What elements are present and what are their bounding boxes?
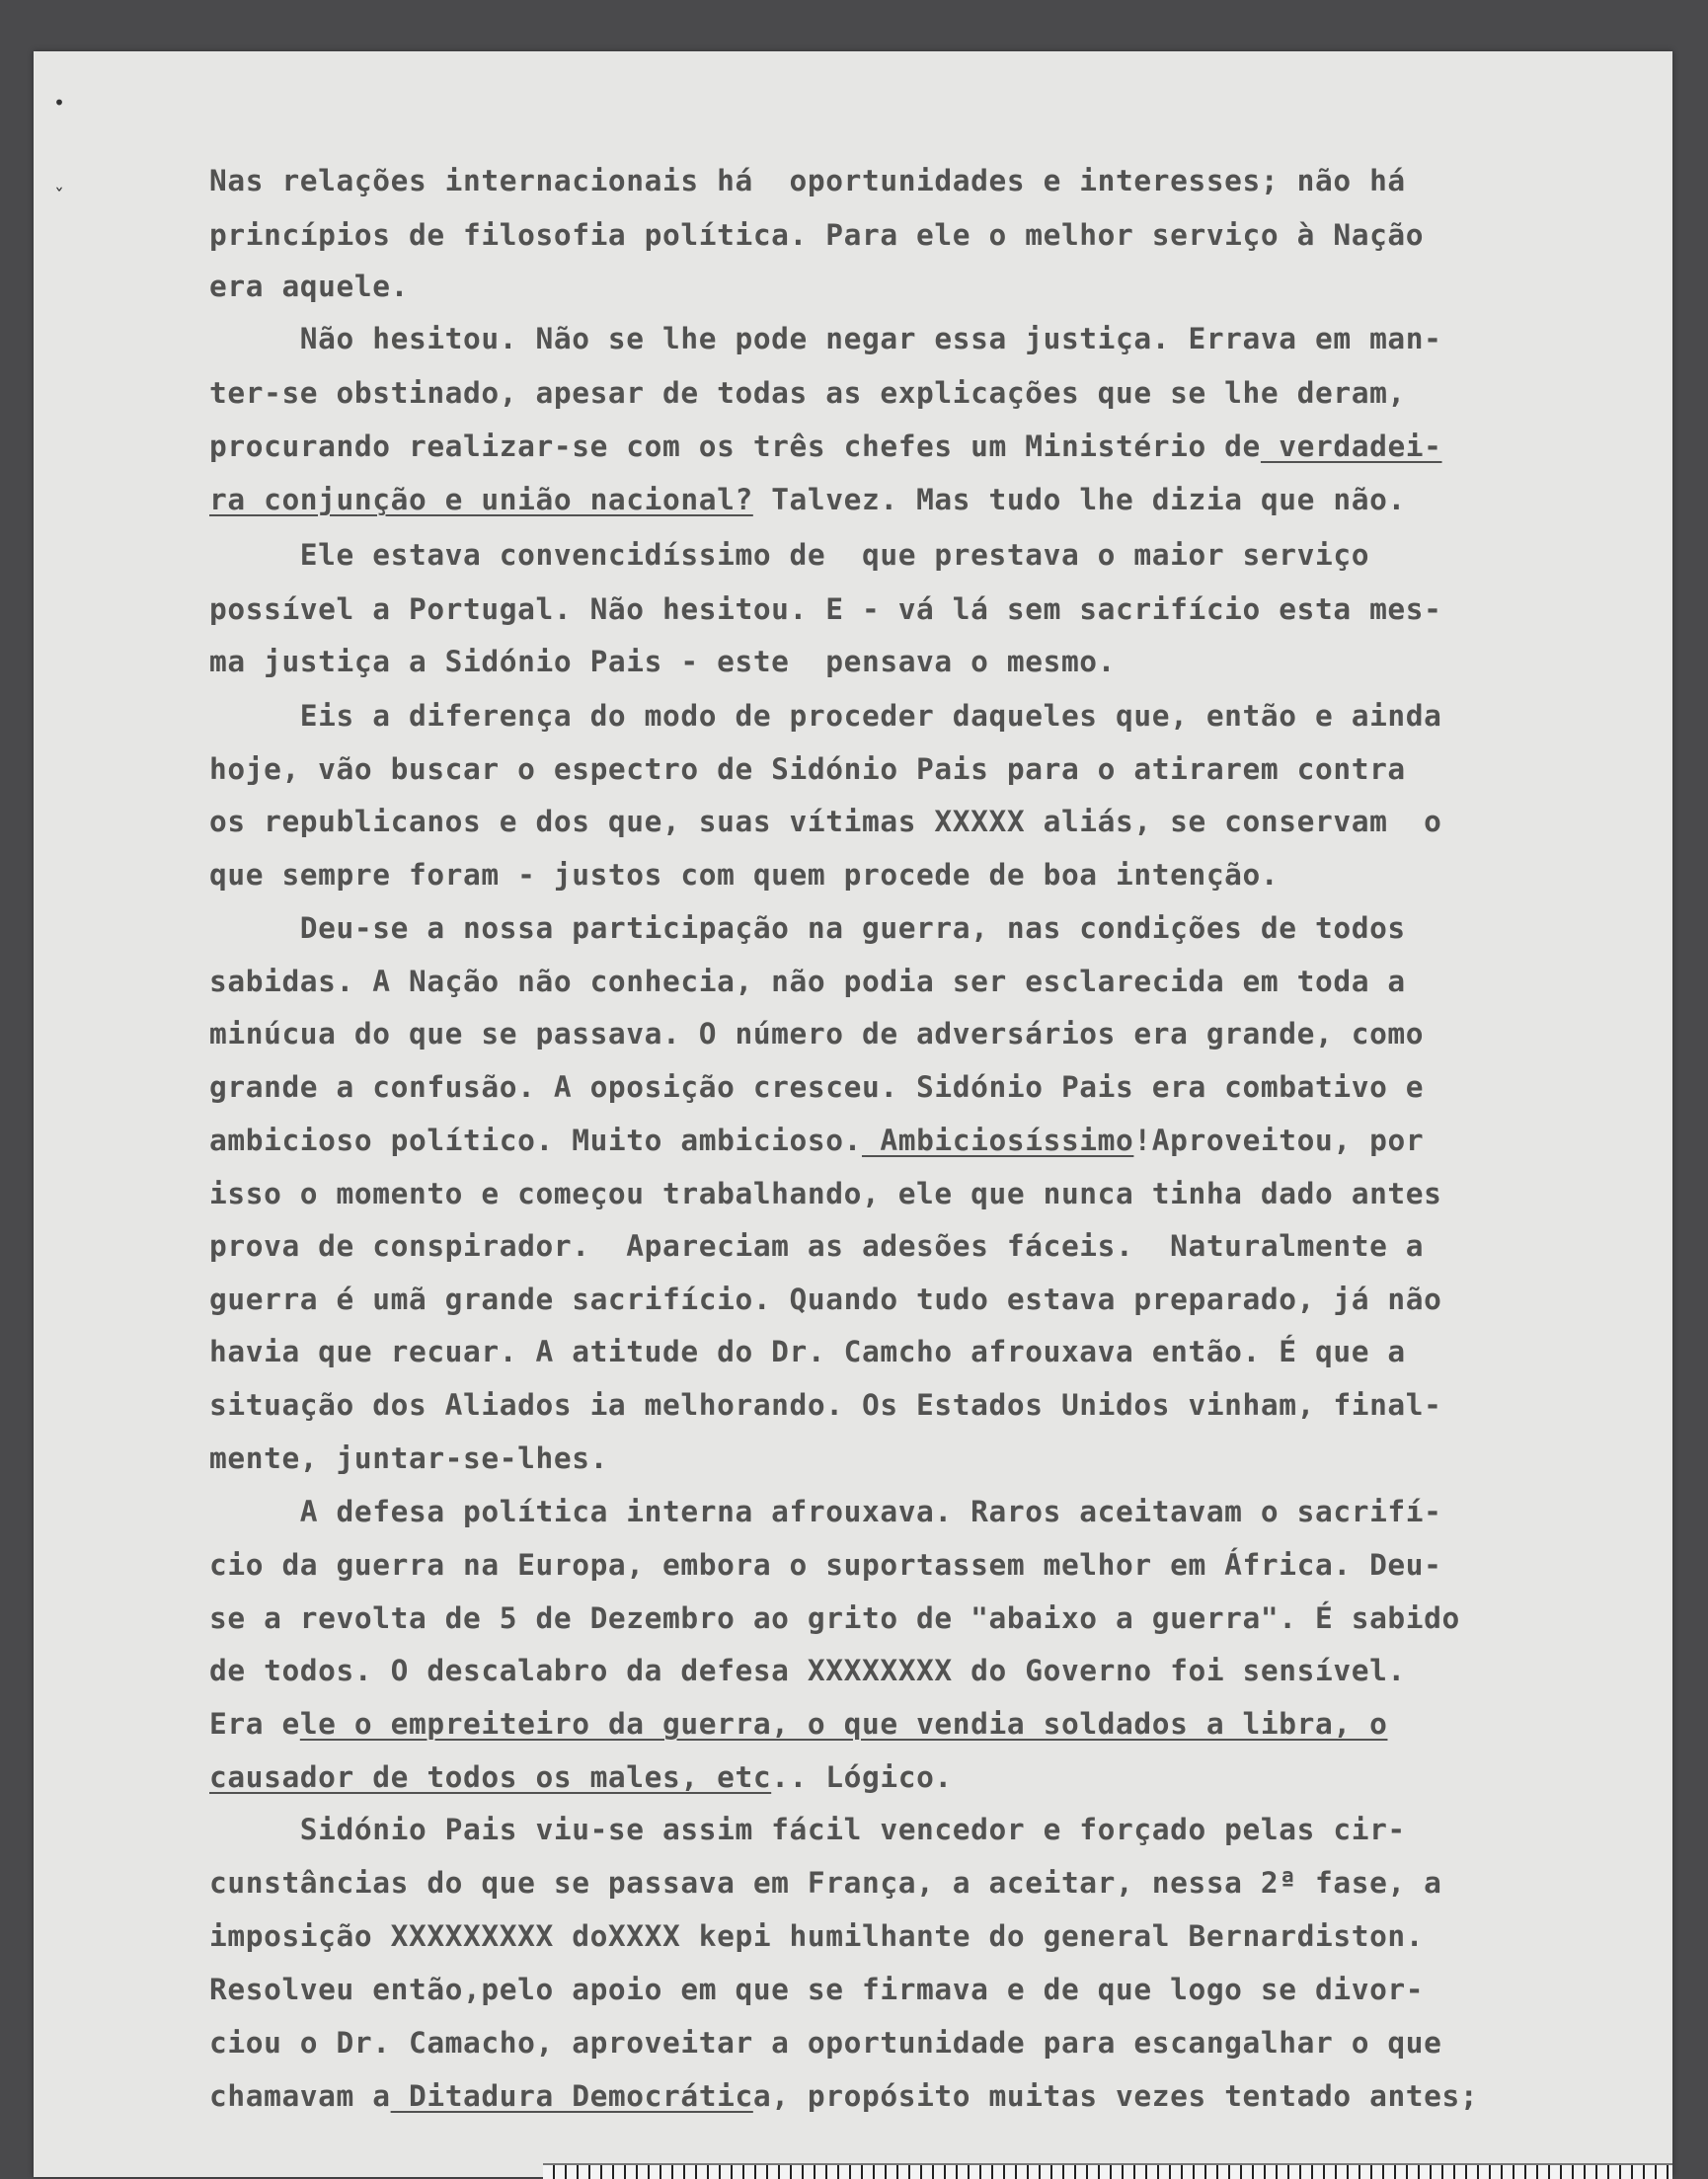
text-line: imposição XXXXXXXXX doXXXX kepi humilhante do general Bernardiston.: [209, 1919, 1425, 1953]
margin-tick: ˇ: [53, 185, 66, 208]
underlined-text: ra conjunção e união nacional?: [209, 483, 753, 516]
text-line: Sidónio Pais viu-se assim fácil vencedor e forçado pelas cir-: [209, 1813, 1406, 1846]
text-line: Eis a diferença do modo de proceder daqueles que, então e ainda: [209, 699, 1442, 733]
text-line: que sempre foram - justos com quem procede de boa intenção.: [209, 858, 1280, 892]
text-line: de todos. O descalabro da defesa XXXXXXXX do Governo foi sensível.: [209, 1654, 1406, 1687]
typewritten-page: [34, 51, 1672, 2177]
text-line: situação dos Aliados ia melhorando. Os Estados Unidos vinham, final-: [209, 1388, 1442, 1422]
text-line: Resolveu então,pelo apoio em que se firmava e de que logo se divor-: [209, 1973, 1425, 2006]
text-line: procurando realizar-se com os três chefes um Ministério de verdadei-: [209, 429, 1442, 463]
typed-text: [34, 51, 1672, 2177]
underlined-text: le o empreiteiro da guerra, o que vendia soldados a libra, o: [299, 1707, 1388, 1741]
text-line: guerra é umã grande sacrifício. Quando tudo estava preparado, já não: [209, 1283, 1442, 1316]
underlined-text: Ditadura Democrátic: [390, 2079, 753, 2113]
text-line: minúcua do que se passava. O número de adversários era grande, como: [209, 1017, 1425, 1051]
text-line: havia que recuar. A atitude do Dr. Camcho afrouxava então. É que a: [209, 1335, 1406, 1368]
text-line: ter-se obstinado, apesar de todas as explicações que se lhe deram,: [209, 376, 1406, 410]
text-line: os republicanos e dos que, suas vítimas XXXXX aliás, se conservam o: [209, 805, 1442, 838]
text-line: hoje, vão buscar o espectro de Sidónio Pais para o atirarem contra: [209, 752, 1406, 786]
text-line: ciou o Dr. Camacho, aproveitar a oportunidade para escangalhar o que: [209, 2026, 1442, 2060]
text-line: princípios de filosofia política. Para ele o melhor serviço à Nação: [209, 218, 1425, 252]
text-line: Ele estava convencidíssimo de que prestava o maior serviço: [209, 538, 1370, 572]
margin-dot: •: [53, 91, 66, 115]
text-line: grande a confusão. A oposição cresceu. Sidónio Pais era combativo e: [209, 1070, 1425, 1104]
underlined-text: causador de todos os males, etc: [209, 1760, 772, 1794]
text-line: prova de conspirador. Apareciam as adesões fáceis. Naturalmente a: [209, 1229, 1425, 1263]
text-line: Nas relações internacionais há oportunidades e interesses; não há: [209, 164, 1406, 197]
text-line: ma justiça a Sidónio Pais - este pensava o mesmo.: [209, 645, 1117, 678]
text-line: cio da guerra na Europa, embora o suportassem melhor em África. Deu-: [209, 1548, 1442, 1582]
underlined-text: verdadei-: [1260, 429, 1442, 463]
text-line: mente, juntar-se-lhes.: [209, 1441, 608, 1475]
text-line: se a revolta de 5 de Dezembro ao grito de "abaixo a guerra". É sabido: [209, 1601, 1460, 1635]
text-line: isso o momento e começou trabalhando, ele que nunca tinha dado antes: [209, 1177, 1442, 1210]
text-line: Era ele o empreiteiro da guerra, o que vendia soldados a libra, o: [209, 1707, 1388, 1741]
text-line: era aquele.: [209, 270, 409, 303]
text-line: sabidas. A Nação não conhecia, não podia ser esclarecida em toda a: [209, 965, 1406, 998]
text-line: A defesa política interna afrouxava. Raros aceitavam o sacrifí-: [209, 1495, 1442, 1528]
text-line: Deu-se a nossa participação na guerra, nas condições de todos: [209, 911, 1406, 945]
text-line: causador de todos os males, etc.. Lógico.: [209, 1760, 953, 1794]
text-line: possível a Portugal. Não hesitou. E - vá lá sem sacrifício esta mes-: [209, 592, 1442, 626]
text-line: Não hesitou. Não se lhe pode negar essa justiça. Errava em man-: [209, 322, 1442, 355]
underlined-text: Ambiciosíssimo: [861, 1124, 1134, 1157]
text-line: ambicioso político. Muito ambicioso. Ambiciosíssimo!Aproveitou, por: [209, 1124, 1425, 1157]
text-line: cunstâncias do que se passava em França, a aceitar, nessa 2ª fase, a: [209, 1866, 1442, 1900]
text-line: ra conjunção e união nacional? Talvez. Mas tudo lhe dizia que não.: [209, 483, 1406, 516]
text-line: chamavam a Ditadura Democrática, propósito muitas vezes tentado antes;: [209, 2079, 1479, 2113]
